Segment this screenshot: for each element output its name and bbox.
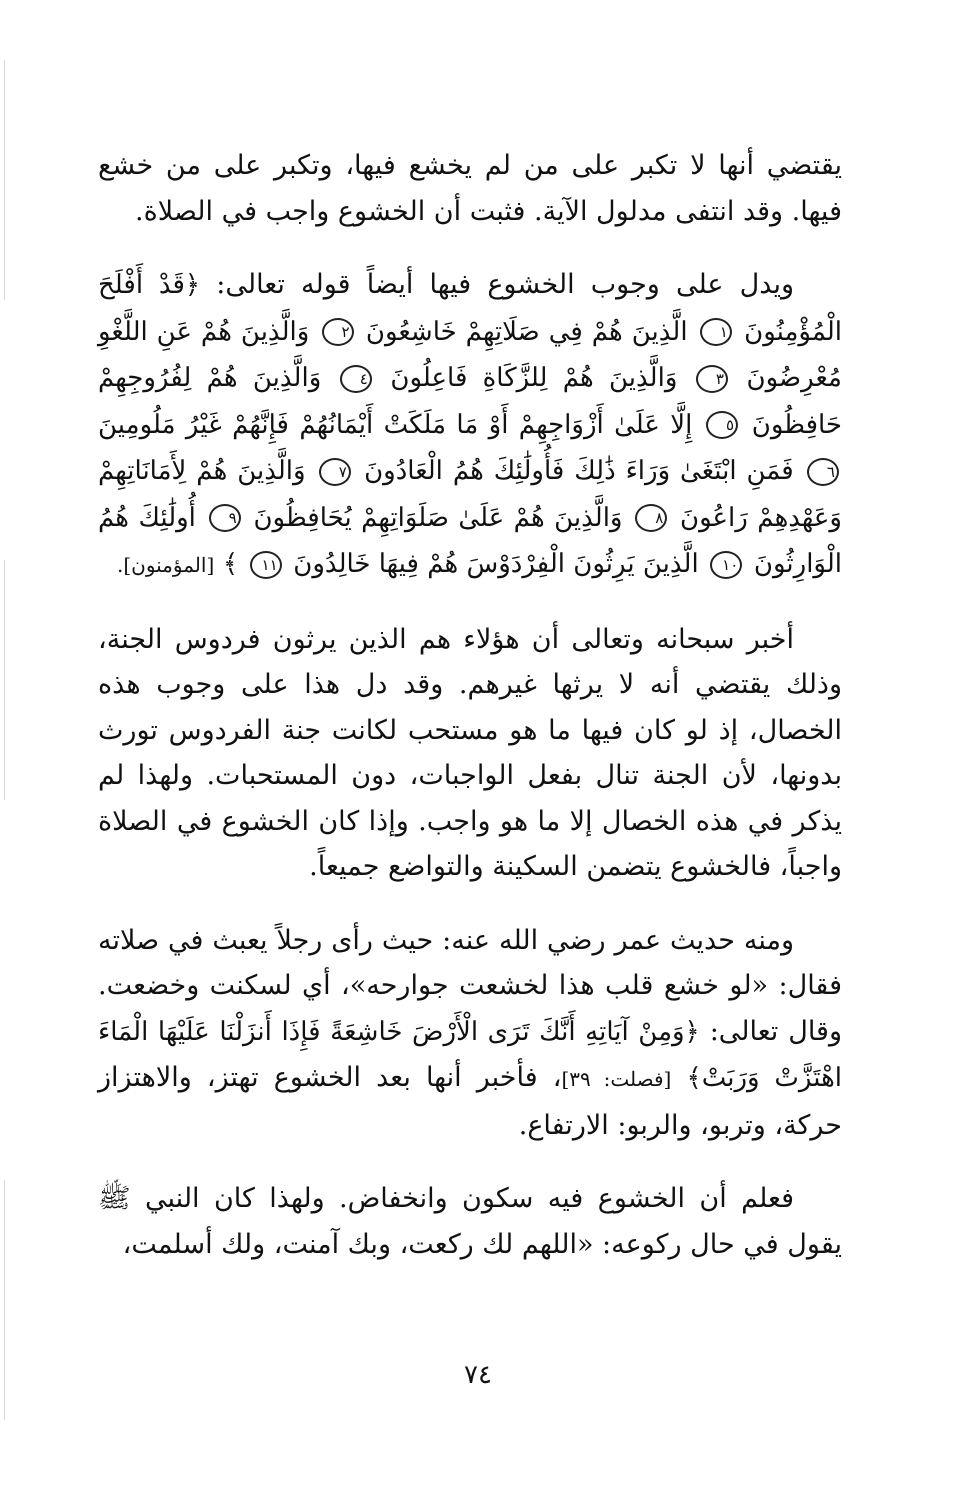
verse-number-marker: ١٠ xyxy=(710,551,742,579)
quran-verse: أُولَٰئِكَ هُمُ الْوَارِثُونَ xyxy=(98,502,842,579)
quran-verse: إِلَّا عَلَىٰ أَزْوَاجِهِمْ أَوْ مَا مَلَكَتْ أَيْمَانُهُمْ فَإِنَّهُمْ غَيْرُ مَلُومِينَ xyxy=(98,409,693,440)
scan-edge-mark xyxy=(4,60,5,300)
verse-number-marker: ١ xyxy=(700,318,732,346)
verse-number-marker: ٢ xyxy=(322,318,354,346)
paragraph-p4 xyxy=(98,918,842,1149)
body-text: فعلم أن الخشوع فيه سكون وانخفاض. ولهذا كان النبي ﷺ يقول في حال ركوعه: «اللهم لك ركعت، وبك آمنت، ولك أسلمت، xyxy=(98,1183,842,1260)
paragraph-p5 xyxy=(98,1176,842,1267)
quran-verse: الَّذِينَ هُمْ فِي صَلَاتِهِمْ خَاشِعُونَ xyxy=(365,316,688,347)
paragraph-p2 xyxy=(98,262,842,589)
page-number: ٧٤ xyxy=(464,1360,492,1390)
verse-number-marker: ٣ xyxy=(696,365,728,393)
quran-verse: وَالَّذِينَ هُمْ لِلزَّكَاةِ فَاعِلُونَ xyxy=(390,363,678,393)
body-text: ومنه حديث عمر رضي الله عنه: حيث رأى رجلاً يعبث في صلاته فقال: «لو خشع قلب هذا لخشعت جوارحه»، أي لسكنت وخضعت. وقال تعالى: xyxy=(98,924,842,1047)
quran-verse: ﴿وَمِنْ آيَاتِهِ أَنَّكَ تَرَى الْأَرْضَ خَاشِعَةً فَإِذَا أَنزَلْنَا عَلَيْهَا الْمَاءَ اهْتَزَّتْ وَرَبَتْ﴾ xyxy=(98,1016,843,1093)
quran-verse: وَالَّذِينَ هُمْ عَنِ اللَّغْوِ مُعْرِضُونَ xyxy=(98,316,842,393)
quran-verse: الَّذِينَ يَرِثُونَ الْفِرْدَوْسَ هُمْ فِيهَا خَالِدُونَ xyxy=(293,549,699,579)
paragraph-p1 xyxy=(98,143,842,234)
body-text: أخبر سبحانه وتعالى أن هؤلاء هم الذين يرثون فردوس الجنة، وذلك يقتضي أنه لا يرثها غيرهم. وقد دل هذا على وجوب هذه الخصال، إذ لو كان فيها ما هو مستحب لكانت جنة الفردوس تورث بدونها، لأن الجنة تنال بفعل الواجبات، دون المستحبات. ولهذا لم يذكر في هذه الخصال إلا ما هو واجب. وإذا كان الخشوع في الصلاة واجباً، فالخشوع يتضمن السكينة والتواضع جميعاً. xyxy=(98,623,842,882)
verse-number-marker: ٤ xyxy=(340,365,372,393)
verse-number-marker: ٦ xyxy=(807,458,839,486)
verse-number-marker: ٥ xyxy=(706,411,738,439)
verse-number-marker: ١١ xyxy=(250,551,282,579)
quran-verse: فَمَنِ ابْتَغَىٰ وَرَاءَ ذَٰلِكَ فَأُولَٰئِكَ هُمُ الْعَادُونَ xyxy=(364,456,794,486)
quran-verse: ﴿قَدْ أَفْلَحَ الْمُؤْمِنُونَ xyxy=(98,270,843,347)
body-text: يقتضي أنها لا تكبر على من لم يخشع فيها، وتكبر على من خشع فيها. وقد انتفى مدلول الآية. فثبت أن الخشوع واجب في الصلاة. xyxy=(98,150,842,227)
page-body xyxy=(98,143,842,1295)
scan-edge-mark xyxy=(4,560,5,800)
verse-number-marker: ٧ xyxy=(319,458,351,486)
verse-number-marker: ٨ xyxy=(635,504,667,532)
body-text: ويدل على وجوب الخشوع فيها أيضاً قوله تعالى: xyxy=(200,269,794,300)
body-text: ، فأخبر أنها بعد الخشوع تهتز، والاهتزاز حركة، وتربو، والربو: الارتفاع. xyxy=(98,1062,842,1141)
surah-reference: [فصلت: ٣٩] xyxy=(561,1067,672,1091)
surah-reference: [المؤمنون]. xyxy=(116,553,215,577)
quran-verse: وَالَّذِينَ هُمْ لِأَمَانَاتِهِمْ وَعَهْدِهِمْ رَاعُونَ xyxy=(98,456,842,533)
quran-verse: وَالَّذِينَ هُمْ عَلَىٰ صَلَوَاتِهِمْ يُحَافِظُونَ xyxy=(253,502,623,533)
verse-number-marker: ٩ xyxy=(209,504,241,532)
quran-verse: وَالَّذِينَ هُمْ لِفُرُوجِهِمْ حَافِظُونَ xyxy=(98,363,842,440)
paragraph-p3 xyxy=(98,617,842,890)
quran-verse: ﴾ xyxy=(222,549,239,579)
